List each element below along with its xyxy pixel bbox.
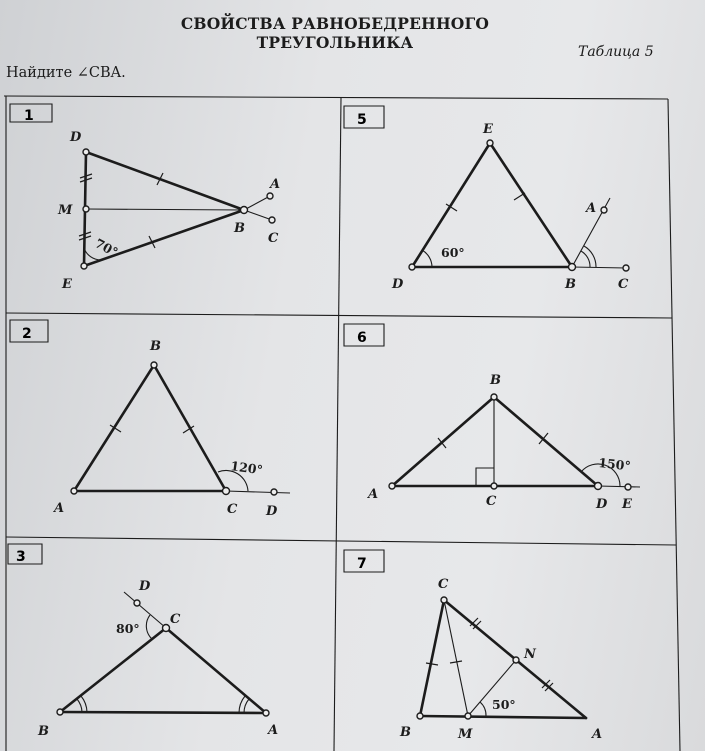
task-statement: Найдите ∠CBA. — [6, 65, 126, 81]
angle-2: 120° — [229, 458, 264, 478]
point-1-e — [81, 263, 87, 269]
point-2-d — [271, 489, 277, 495]
figure-5 — [391, 122, 629, 292]
label-3-c: C — [170, 612, 181, 627]
badge-3 — [8, 544, 42, 565]
badge-5 — [344, 106, 384, 128]
point-5-c — [623, 265, 629, 271]
point-6-b — [491, 394, 497, 400]
figure-3 — [37, 579, 278, 739]
label-5-d: D — [392, 277, 404, 292]
label-1-m: M — [58, 203, 73, 218]
point-1-m — [83, 206, 89, 212]
point-6-a — [389, 483, 395, 489]
point-7-n — [513, 657, 519, 663]
label-2-a: A — [54, 501, 65, 516]
label-2-c: C — [227, 502, 238, 517]
figure-6 — [366, 373, 640, 512]
point-2-c — [223, 488, 230, 495]
point-1-b — [241, 207, 248, 214]
table-grid — [4, 96, 680, 751]
angle-7: 50° — [492, 697, 516, 712]
point-7-m — [465, 713, 471, 719]
label-7-b: B — [400, 725, 411, 740]
page-title: СВОЙСТВА РАВНОБЕДРЕННОГО ТРЕУГОЛЬНИКА — [180, 14, 490, 52]
label-5-a: A — [586, 201, 597, 216]
label-7-c: C — [438, 577, 449, 592]
label-6-c: C — [486, 494, 497, 509]
badge-6 — [344, 324, 384, 346]
point-5-d — [409, 264, 415, 270]
label-5-e: E — [483, 122, 493, 137]
label-6-e: E — [622, 497, 632, 512]
figure-2 — [52, 339, 290, 519]
badge-7-text: 7 — [357, 556, 367, 572]
label-1-d: D — [70, 130, 82, 145]
point-5-a — [601, 207, 607, 213]
label-6-a: A — [368, 487, 379, 502]
label-3-a: A — [268, 723, 279, 738]
angle-5: 60° — [441, 245, 465, 260]
label-1-e: E — [62, 277, 72, 292]
point-6-d — [595, 483, 602, 490]
point-3-b — [57, 709, 63, 715]
badge-1 — [10, 104, 52, 124]
point-2-a — [71, 488, 77, 494]
point-6-c — [491, 483, 497, 489]
point-6-e — [625, 484, 631, 490]
point-5-e — [487, 140, 493, 146]
badge-7 — [344, 550, 384, 572]
label-5-b: B — [565, 277, 576, 292]
label-2-d: D — [266, 504, 278, 519]
point-2-b — [151, 362, 157, 368]
point-1-a — [267, 193, 273, 199]
label-3-b: B — [38, 724, 49, 739]
badge-6-text: 6 — [357, 330, 367, 346]
label-1-a: A — [270, 177, 281, 192]
label-5-c: C — [618, 277, 629, 292]
label-1-b: B — [234, 221, 245, 236]
badge-2 — [10, 320, 48, 342]
point-7-c — [441, 597, 447, 603]
label-7-n: N — [524, 647, 536, 662]
badge-2-text: 2 — [22, 326, 32, 342]
label-1-c: C — [268, 231, 279, 246]
badge-5-text: 5 — [357, 112, 367, 128]
label-7-m: M — [458, 727, 473, 742]
point-3-d — [134, 600, 140, 606]
angle-1: 70° — [92, 235, 121, 260]
point-1-c — [269, 217, 275, 223]
figure-1 — [57, 130, 280, 292]
label-3-d: D — [139, 579, 151, 594]
label-2-b: B — [150, 339, 161, 354]
figure-7 — [399, 577, 602, 742]
table-label: Таблица 5 — [578, 44, 654, 60]
label-6-b: B — [490, 373, 501, 388]
point-1-d — [83, 149, 89, 155]
label-6-d: D — [596, 497, 608, 512]
angle-6: 150° — [597, 455, 632, 474]
angle-3: 80° — [116, 621, 140, 636]
point-3-c — [163, 625, 170, 632]
badge-3-text: 3 — [16, 549, 26, 565]
point-5-b — [569, 264, 576, 271]
badge-1-text: 1 — [24, 108, 34, 124]
point-7-b — [417, 713, 423, 719]
label-7-a: A — [592, 727, 603, 742]
point-3-a — [263, 710, 269, 716]
